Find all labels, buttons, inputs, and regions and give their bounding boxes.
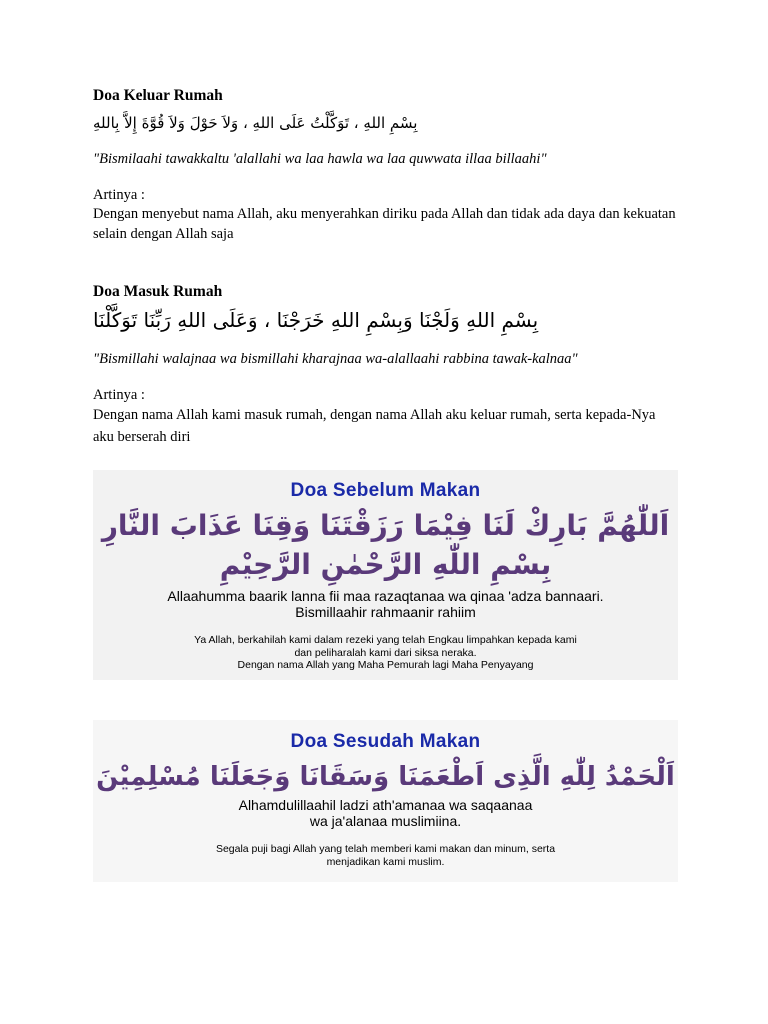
panel-doa-sebelum-makan — [93, 470, 678, 680]
arabic-prayer: بِسْمِ اللهِ وَلَجْنَا وَبِسْمِ اللهِ خَرَجْنَا ، وَعَلَى اللهِ رَبِّنَا تَوَكَّلْنَا — [93, 308, 539, 332]
section-title: Doa Masuk Rumah — [93, 283, 223, 300]
panel-doa-sesudah-makan — [93, 720, 678, 882]
meaning-text: Dengan nama Allah kami masuk rumah, dengan nama Allah aku keluar rumah, serta kepada-Nya aku berserah diri — [93, 407, 656, 445]
panel-latin-line: Alhamdulillaahil ladzi ath'amanaa wa saqaanaa — [238, 797, 533, 813]
panel-translation-line: dan peliharalah kami dari siksa neraka. — [294, 646, 477, 659]
panel-latin-line: Bismillaahir rahmaanir rahiim — [295, 604, 476, 620]
panel-arabic-line: اَلْحَمْدُ لِلّٰهِ الَّذِى اَطْعَمَنَا وَسَقَانَا وَجَعَلَنَا مُسْلِمِيْنَ — [96, 762, 675, 792]
panel-translation-line: Ya Allah, berkahilah kami dalam rezeki yang telah Engkau limpahkan kepada kami — [194, 634, 577, 646]
section-title: Doa Keluar Rumah — [93, 87, 223, 104]
panel-title: Doa Sesudah Makan — [290, 731, 481, 752]
section-doa-keluar-rumah — [93, 86, 678, 244]
transliteration: "Bismilaahi tawakkaltu 'alallahi wa laa hawla wa laa quwwata illaa billaahi" — [93, 151, 547, 167]
panel-translation-line: menjadikan kami muslim. — [326, 855, 445, 868]
arabic-prayer: بِسْمِ اللهِ ، تَوَكَّلْتُ عَلَى اللهِ ، وَلاَ حَوْلَ وَلاَ قُوَّةَ إِلاَّ بِاللهِ — [93, 114, 418, 132]
section-doa-masuk-rumah — [93, 282, 678, 448]
panel-latin-line: wa ja'alanaa muslimiina. — [309, 813, 462, 829]
meaning-label: Artinya : — [93, 387, 145, 403]
panel-title: Doa Sebelum Makan — [290, 480, 481, 501]
meaning-text: Dengan menyebut nama Allah, aku menyerahkan diriku pada Allah dan tidak ada daya dan kekuatan selain dengan Allah saja — [93, 206, 676, 242]
panel-translation-line: Dengan nama Allah yang Maha Pemurah lagi Maha Penyayang — [237, 659, 534, 671]
panel-latin-line: Allaahumma baarik lanna fii maa razaqtanaa wa qinaa 'adza bannaari. — [167, 588, 604, 604]
panel-translation-line: Segala puji bagi Allah yang telah memberi kami makan dan minum, serta — [215, 843, 556, 855]
panel-arabic-line: اَللّٰهُمَّ بَارِكْ لَنَا فِيْمَا رَزَقْتَنَا وَقِنَا عَذَابَ النَّارِ — [101, 509, 670, 542]
panel-arabic-line: بِسْمِ اللّٰهِ الرَّحْمٰنِ الرَّحِيْمِ — [219, 548, 552, 581]
meaning-label: Artinya : — [93, 187, 145, 203]
transliteration: "Bismillahi walajnaa wa bismillahi kharajnaa wa-alallaahi rabbina tawak-kalnaa" — [93, 351, 578, 367]
